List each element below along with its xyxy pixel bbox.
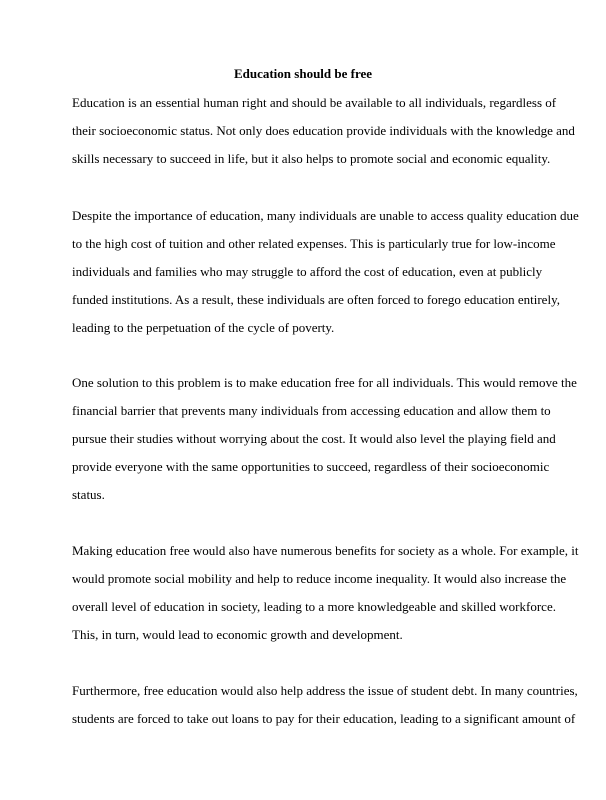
paragraph-line: to the high cost of tuition and other related expenses. This is particularly true for low-income [72,236,556,251]
paragraph-line: individuals and families who may struggle to afford the cost of education, even at publicly [72,264,543,279]
paragraph-1 [72,95,575,179]
paragraph-line: One solution to this problem is to make education free for all individuals. This would remove the [72,375,577,390]
paragraph-line: Furthermore, free education would also help address the issue of student debt. In many countries, [72,683,578,698]
paragraph-line: funded institutions. As a result, these individuals are often forced to forego education entirely, [72,292,560,307]
paragraph-line: Despite the importance of education, many individuals are unable to access quality education due [72,208,579,223]
document-title: Education should be free [233,66,373,81]
paragraph-line: Education is an essential human right and should be available to all individuals, regardless of [72,95,557,110]
paragraph-line: pursue their studies without worrying about the cost. It would also level the playing field and [72,431,556,446]
paragraph-line: This, in turn, would lead to economic growth and development. [72,627,403,642]
paragraph-line: financial barrier that prevents many individuals from accessing education and allow them to [72,403,551,418]
paragraph-4 [72,543,579,655]
paragraph-3 [72,375,577,515]
paragraph-line: status. [72,487,105,502]
paragraph-line: provide everyone with the same opportunities to succeed, regardless of their socioeconomic [72,459,550,474]
paragraph-2 [72,208,579,348]
paragraph-line: would promote social mobility and help to reduce income inequality. It would also increase the [72,571,567,586]
paragraph-line: overall level of education in society, leading to a more knowledgeable and skilled workforce. [72,599,556,614]
paragraph-line: skills necessary to succeed in life, but it also helps to promote social and economic equality. [72,151,551,166]
paragraph-line: Making education free would also have numerous benefits for society as a whole. For example, it [72,543,579,558]
paragraph-line: leading to the perpetuation of the cycle of poverty. [72,320,335,335]
paragraph-line: their socioeconomic status. Not only does education provide individuals with the knowledge and [72,123,575,138]
paragraph-line: students are forced to take out loans to pay for their education, leading to a significant amount of [72,711,576,726]
paragraph-5 [72,683,578,739]
